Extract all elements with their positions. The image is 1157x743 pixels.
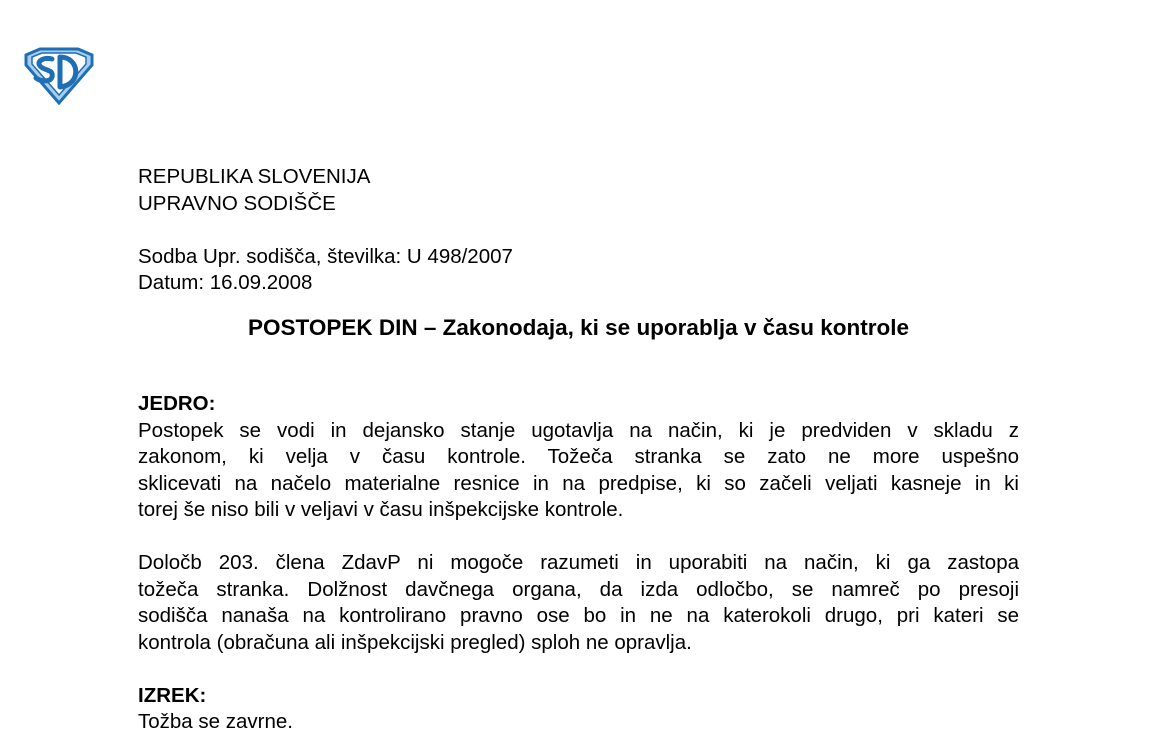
jedro-p2-line: tožeča stranka. Dolžnost davčnega organa, da izda odločbo, se namreč po presoji [138,577,1019,601]
document-body [138,164,1019,736]
jedro-paragraph-1 [138,418,1019,524]
jedro-p1-line: sklicevati na načelo materialne resnice in na predpise, ki so začeli veljati kasneje in ki [138,471,1019,495]
jedro-p2-line: Določb 203. člena ZdavP ni mogoče razumeti in uporabiti na način, ki ga zastopa [138,551,1019,574]
case-number: Sodba Upr. sodišča, številka: U 498/2007 [138,244,513,268]
country-name: REPUBLIKA SLOVENIJA [138,165,371,188]
sd-shield-logo-icon [22,47,96,105]
jedro-p2-line: sodišča nanaša na kontrolirano pravno ose bo in ne na katerokoli drugo, pri kateri se [138,604,1019,627]
jedro-p1-line: zakonom, ki velja v času kontrole. Tožeča stranka se zato ne more uspešno [138,445,1019,468]
jedro-p1-line: torej še niso bili v veljavi v času inšpekcijske kontrole. [138,498,624,521]
jedro-paragraph-2 [138,550,1019,656]
jedro-p1-line: Postopek se vodi in dejansko stanje ugotavlja na način, ki je predviden v skladu z [138,418,1019,442]
court-name: UPRAVNO SODIŠČE [138,191,336,215]
document-title: POSTOPEK DIN – Zakonodaja, ki se uporablja v času kontrole [247,314,910,340]
izrek-heading: IZREK: [138,683,207,707]
izrek-text: Tožba se zavrne. [138,710,293,733]
jedro-heading: JEDRO: [138,392,216,415]
jedro-p2-line: kontrola (obračuna ali inšpekcijski pregled) sploh ne opravlja. [138,630,692,654]
judgment-date: Datum: 16.09.2008 [138,271,313,294]
